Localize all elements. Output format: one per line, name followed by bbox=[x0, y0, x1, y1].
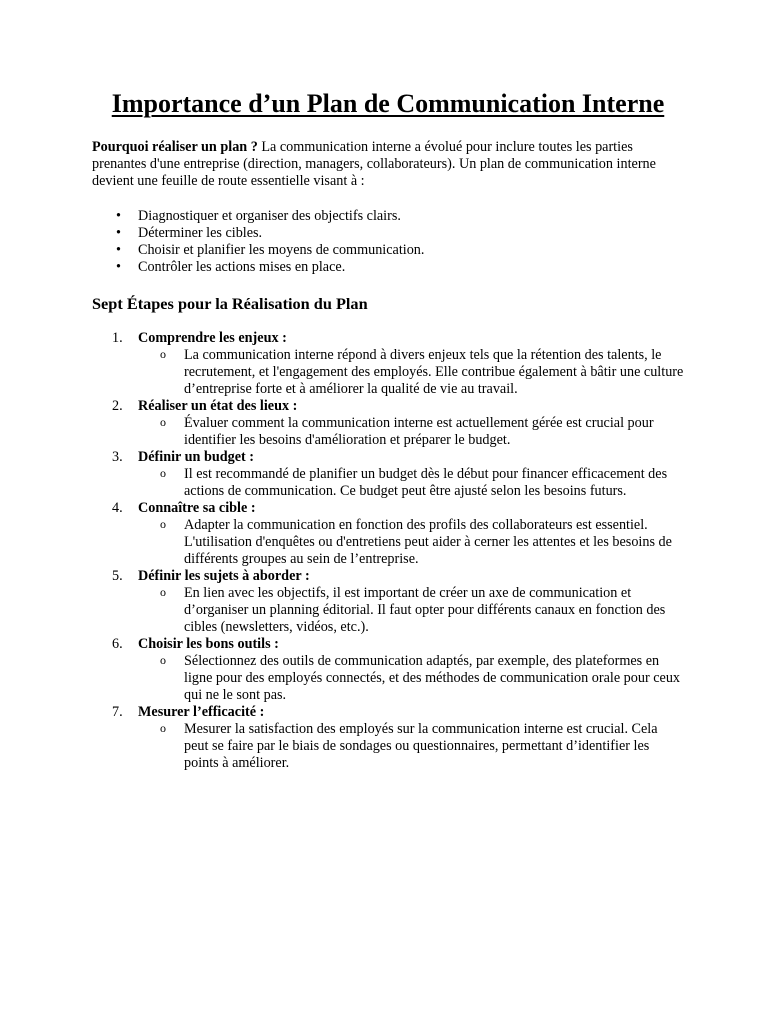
step-title: Définir un budget : bbox=[138, 449, 255, 465]
step-item bbox=[92, 636, 684, 704]
step-detail bbox=[138, 517, 684, 568]
list-item-text: Déterminer les cibles. bbox=[138, 225, 263, 241]
step-detail-text: En lien avec les objectifs, il est important de créer un axe de communication et d’organiser un planning éditorial. Il faut opter pour différents canaux en fonction des cibles (newsletters, vidéos, etc.). bbox=[184, 585, 666, 635]
step-detail bbox=[138, 585, 684, 636]
list-item bbox=[116, 208, 684, 225]
step-item bbox=[92, 568, 684, 636]
step-detail bbox=[138, 415, 684, 449]
step-item bbox=[92, 500, 684, 568]
step-number: 2. bbox=[112, 398, 123, 414]
step-detail bbox=[138, 466, 684, 500]
list-item-text: Diagnostiquer et organiser des objectifs clairs. bbox=[138, 208, 401, 224]
step-item bbox=[92, 704, 684, 772]
circle-bullet-icon: o bbox=[160, 415, 166, 429]
step-number: 3. bbox=[112, 449, 123, 465]
section-heading: Sept Étapes pour la Réalisation du Plan bbox=[92, 294, 368, 313]
step-number: 6. bbox=[112, 636, 123, 652]
circle-bullet-icon: o bbox=[160, 347, 166, 361]
list-item bbox=[116, 259, 684, 276]
step-title: Choisir les bons outils : bbox=[138, 636, 279, 652]
step-number: 5. bbox=[112, 568, 123, 584]
list-item-text: Contrôler les actions mises en place. bbox=[138, 259, 346, 275]
document-page bbox=[92, 88, 684, 772]
step-detail bbox=[138, 721, 684, 772]
intro-lead: Pourquoi réaliser un plan ? bbox=[92, 139, 258, 155]
steps-list bbox=[92, 330, 684, 772]
objectives-list bbox=[92, 208, 684, 276]
step-detail-text: Il est recommandé de planifier un budget dès le début pour financer efficacement des actions de communication. Ce budget peut être ajusté selon les besoins futurs. bbox=[184, 466, 668, 499]
list-item bbox=[116, 242, 684, 259]
page-title: Importance d’un Plan de Communication Interne bbox=[111, 89, 665, 118]
step-number: 1. bbox=[112, 330, 123, 346]
step-title: Définir les sujets à aborder : bbox=[138, 568, 310, 584]
circle-bullet-icon: o bbox=[160, 721, 166, 735]
step-detail-text: Mesurer la satisfaction des employés sur la communication interne est crucial. Cela peut se faire par le biais de sondages ou questionnaires, permettant d’identifier les points à améliorer. bbox=[184, 721, 658, 771]
bullet-icon: • bbox=[116, 242, 121, 258]
step-item bbox=[92, 330, 684, 398]
circle-bullet-icon: o bbox=[160, 466, 166, 480]
list-item bbox=[116, 225, 684, 242]
step-detail bbox=[138, 653, 684, 704]
bullet-icon: • bbox=[116, 225, 121, 241]
step-detail-text: Sélectionnez des outils de communication adaptés, par exemple, des plateformes en ligne pour des employés connectés, et des méthodes de communication orale pour ceux qui ne le sont pas. bbox=[184, 653, 681, 703]
step-detail-text: La communication interne répond à divers enjeux tels que la rétention des talents, le recrutement, et l'engagement des employés. Elle contribue également à bâtir une culture d’entreprise forte et à améliorer la qualité de vie au travail. bbox=[184, 347, 684, 397]
step-title: Connaître sa cible : bbox=[138, 500, 256, 516]
step-number: 4. bbox=[112, 500, 123, 516]
step-title: Réaliser un état des lieux : bbox=[138, 398, 298, 414]
step-detail-text: Évaluer comment la communication interne est actuellement gérée est crucial pour identifier les besoins d'amélioration et préparer le budget. bbox=[184, 415, 654, 448]
bullet-icon: • bbox=[116, 208, 121, 224]
bullet-icon: • bbox=[116, 259, 121, 275]
step-detail bbox=[138, 347, 684, 398]
step-title: Mesurer l’efficacité : bbox=[138, 704, 265, 720]
step-item bbox=[92, 398, 684, 449]
step-detail-text: Adapter la communication en fonction des profils des collaborateurs est essentiel. L'utilisation d'enquêtes ou d'entretiens peut aider à cerner les attentes et les besoins de différents groupes au sein de l’entreprise. bbox=[184, 517, 672, 567]
circle-bullet-icon: o bbox=[160, 653, 166, 667]
list-item-text: Choisir et planifier les moyens de communication. bbox=[138, 242, 425, 258]
step-number: 7. bbox=[112, 704, 123, 720]
circle-bullet-icon: o bbox=[160, 517, 166, 531]
intro-paragraph bbox=[92, 139, 684, 190]
step-title: Comprendre les enjeux : bbox=[138, 330, 287, 346]
intro-text: La communication interne a évolué pour inclure toutes les parties prenantes d'une entreprise (direction, managers, collaborateurs). Un plan de communication interne devient une feuille de route essentielle visant à : bbox=[92, 139, 656, 189]
step-item bbox=[92, 449, 684, 500]
circle-bullet-icon: o bbox=[160, 585, 166, 599]
